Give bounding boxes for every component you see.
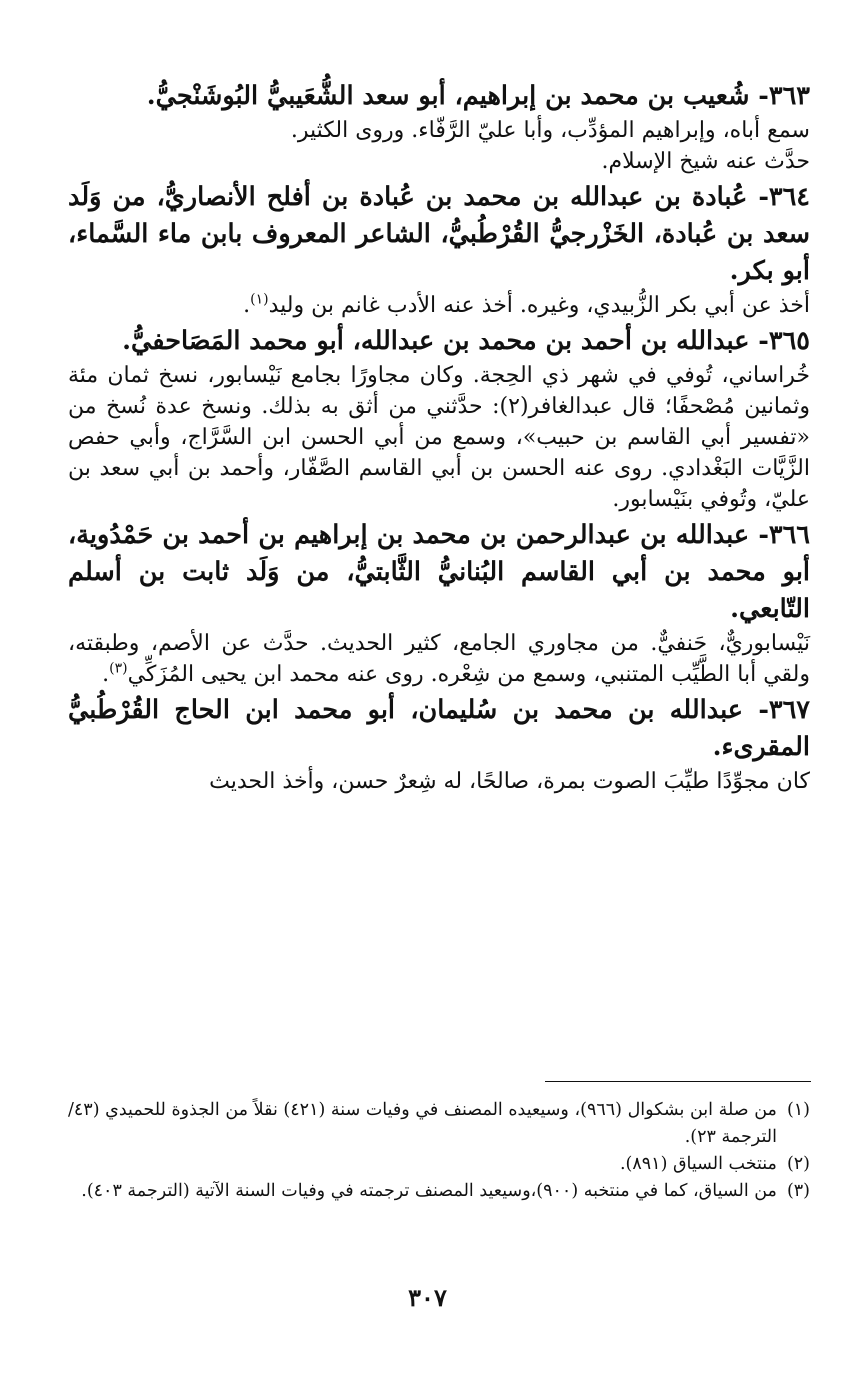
entry-367: [68, 692, 810, 797]
entry-paragraph: أخذ عن أبي بكر الزُّبيدي، وغيره. أخذ عنه الأدب غانم بن وليد$^{(١)}$.: [243, 291, 810, 318]
footnote-text: من صلة ابن بشكوال (٩٦٦)، وسيعيده المصنف في وفيات سنة (٤٢١) نقلاً من الجذوة للحميدي (٤٣/ الترجمة ٢٣).: [68, 1100, 777, 1147]
entry-paragraph-text: أخذ عن أبي بكر الزُّبيدي، وغيره. أخذ عنه الأدب غانم بن وليد: [268, 293, 810, 318]
entry-paragraph: خُراساني، تُوفي في شهر ذي الحِجة. وكان مجاورًا بجامع نَيْسابور، نسخ ثمان مئة وثمانين مُصْحفًا؛ قال عبدالغافر(٢): حدَّثني من أثق به بذلك. ونسخ عدة نُسخ من «تفسير أبي القاسم بن حبيب»، وسمع من أبي الحسن ابن السَّرَّاج، وأبي حفص الزَّيَّات البَغْدادي. روى عنه الحسن بن أبي القاسم الصَّفّار، وأحمد بن أبي سعد بن عليّ، وتُوفي بنَيْسابور.: [68, 363, 810, 512]
entry-paragraph: كان مجوِّدًا طيِّبَ الصوت بمرة، صالحًا، له شِعرٌ حسن، وأخذ الحديث: [209, 769, 810, 794]
footnote-reference: (٣): [109, 660, 128, 677]
entry-paragraph-text: نَيْسابوريٌّ، حَنفيٌّ. من مجاوري الجامع، كثير الحديث. حدَّث عن الأصم، وطبقته، ولقي أبا الطَّيِّب المتنبي، وسمع من شِعْره. روى عنه محمد ابن يحيى المُزَكِّي: [68, 631, 810, 687]
entry-paragraph: سمع أباه، وإبراهيم المؤدِّب، وأبا عليّ الرَّفّاء. وروى الكثير.: [290, 118, 810, 143]
footnote-item: [68, 1151, 810, 1178]
footnote-text: من السياق، كما في منتخبه (٩٠٠)،وسيعيد المصنف ترجمته في وفيات السنة الآتية (الترجمة ٤٠٣).: [81, 1181, 777, 1201]
entry-heading: ٣٦٧- عبدالله بن محمد بن سُليمان، أبو محمد ابن الحاج القُرْطُبيُّ المقرىء.: [68, 695, 810, 762]
page-number: ٣٠٧: [408, 1283, 447, 1312]
entry-heading: ٣٦٥- عبدالله بن أحمد بن محمد بن عبدالله، أبو محمد المَصَاحفيُّ.: [122, 326, 810, 356]
entry-heading: ٣٦٣- شُعيب بن محمد بن إبراهيم، أبو سعد الشُّعَيبيُّ البُوشَنْجيُّ.: [146, 81, 810, 111]
footnote-reference: (١): [250, 291, 269, 308]
footnote-number: (١): [786, 1100, 810, 1120]
footnotes: [68, 1097, 810, 1205]
footnote-number: (٢): [786, 1154, 810, 1174]
entry-363: [68, 78, 810, 177]
entry-paragraph: نَيْسابوريٌّ، حَنفيٌّ. من مجاوري الجامع، كثير الحديث. حدَّث عن الأصم، وطبقته، ولقي أبا الطَّيِّب المتنبي، وسمع من شِعْره. روى عنه محمد ابن يحيى المُزَكِّي$^{(٣)}$.: [68, 631, 810, 687]
footnote-divider: [545, 1081, 811, 1082]
footnote-text: منتخب السياق (٨٩١).: [619, 1154, 777, 1174]
entry-heading: ٣٦٦- عبدالله بن عبدالرحمن بن محمد بن إبراهيم بن أحمد بن حَمْدُوية، أبو محمد بن أبي القاسم البُنانيُّ الثَّابتيُّ، من وَلَد ثابت بن أسلم التّابعي.: [68, 520, 810, 624]
entry-366: [68, 517, 810, 690]
entry-heading: ٣٦٤- عُبادة بن عبدالله بن محمد بن عُبادة بن أفلح الأنصاريُّ، من وَلَد سعد بن عُبادة، الخَزْرجيُّ القُرْطُبيُّ، الشاعر المعروف بابن ماء السَّماء، أبو بكر.: [68, 182, 810, 286]
entry-365: [68, 323, 810, 515]
footnote-number: (٣): [786, 1181, 810, 1201]
footnote-item: [68, 1097, 810, 1151]
entry-paragraph: حدَّث عنه شيخ الإسلام.: [601, 149, 810, 174]
footnote-item: [68, 1178, 810, 1205]
entry-364: [68, 179, 810, 321]
